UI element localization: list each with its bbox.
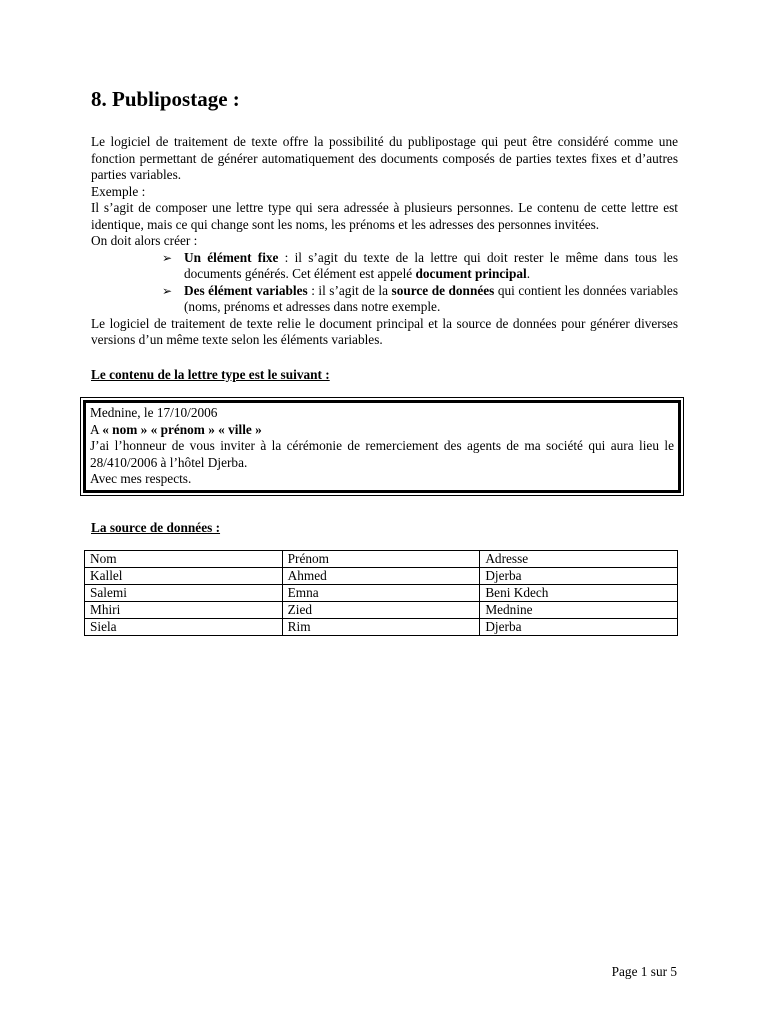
table-cell: Mhiri	[85, 602, 283, 619]
bullet-list	[91, 250, 678, 316]
table-cell: Emna	[282, 585, 480, 602]
document-page	[91, 86, 678, 636]
table-row	[85, 602, 678, 619]
bullet-term-2: source de données	[391, 282, 495, 298]
bullet-tail: qui contient les données variables (noms, prénoms et adresses dans notre exemple.	[184, 282, 679, 314]
table-header-cell: Adresse	[480, 551, 678, 568]
table-cell: Rim	[282, 619, 480, 636]
merge-fields: « nom » « prénom » « ville »	[102, 421, 262, 437]
arrowhead-bullet-icon: ➢	[162, 250, 173, 265]
table-row	[85, 619, 678, 636]
bullet-term: Des élément variables	[184, 282, 308, 298]
table-header-cell: Nom	[85, 551, 283, 568]
table-cell: Salemi	[85, 585, 283, 602]
table-cell: Zied	[282, 602, 480, 619]
letter-closing: Avec mes respects.	[90, 471, 192, 486]
letter-body: J’ai l’honneur de vous inviter à la cérémonie de remerciement des agents de ma société qui aura lieu le 28/410/2006 à l’hôtel Djerba.	[90, 438, 674, 470]
letter-recipient-prefix: A	[90, 421, 103, 437]
table-cell: Djerba	[480, 619, 678, 636]
table-row	[85, 568, 678, 585]
letter-box	[83, 400, 681, 493]
letter-recipient	[90, 422, 674, 439]
letter-heading: Le contenu de la lettre type est le suivant :	[91, 366, 330, 382]
table-header-row	[85, 551, 678, 568]
table-cell: Ahmed	[282, 568, 480, 585]
table-cell: Beni Kdech	[480, 585, 678, 602]
source-heading: La source de données :	[91, 519, 221, 535]
bullet-text: : il s’agit de la	[307, 282, 392, 298]
example-paragraph: Il s’agit de composer une lettre type qui sera adressée à plusieurs personnes. Le contenu de cette lettre est identique, mais ce qui change sont les noms, les prénoms et les adresses des personnes invitées.	[91, 200, 678, 232]
bullet-item-variable	[91, 283, 678, 316]
arrowhead-bullet-icon: ➢	[162, 283, 173, 298]
bullet-item-fixed	[91, 250, 678, 283]
bullet-term: Un élément fixe	[184, 249, 279, 265]
page-number: Page 1 sur 5	[611, 964, 677, 979]
link-paragraph: Le logiciel de traitement de texte relie le document principal et la source de données pour générer diverses versions d’un même texte selon les éléments variables.	[91, 315, 678, 347]
create-label: On doit alors créer :	[91, 233, 198, 248]
table-cell: Mednine	[480, 602, 678, 619]
bullet-tail: .	[526, 266, 531, 281]
table-cell: Djerba	[480, 568, 678, 585]
letter-date: Mednine, le 17/10/2006	[90, 405, 218, 420]
bullet-term-2: document principal	[415, 266, 527, 281]
table-row	[85, 585, 678, 602]
table-body	[85, 551, 678, 636]
table-header-cell: Prénom	[282, 551, 480, 568]
section-title: 8. Publipostage :	[91, 87, 240, 111]
table-cell: Siela	[85, 619, 283, 636]
data-source-table	[84, 550, 678, 636]
bullet-text: : il s’agit du texte de la lettre qui doit rester le même dans tous les documents générés. Cet élément est appelé	[184, 249, 678, 281]
table-cell: Kallel	[85, 568, 283, 585]
intro-paragraph: Le logiciel de traitement de texte offre la possibilité du publipostage qui peut être considéré comme une fonction permettant de générer automatiquement des documents composés de parties textes fixes et d’autres parties variables.	[91, 134, 678, 182]
example-label: Exemple :	[91, 183, 146, 199]
